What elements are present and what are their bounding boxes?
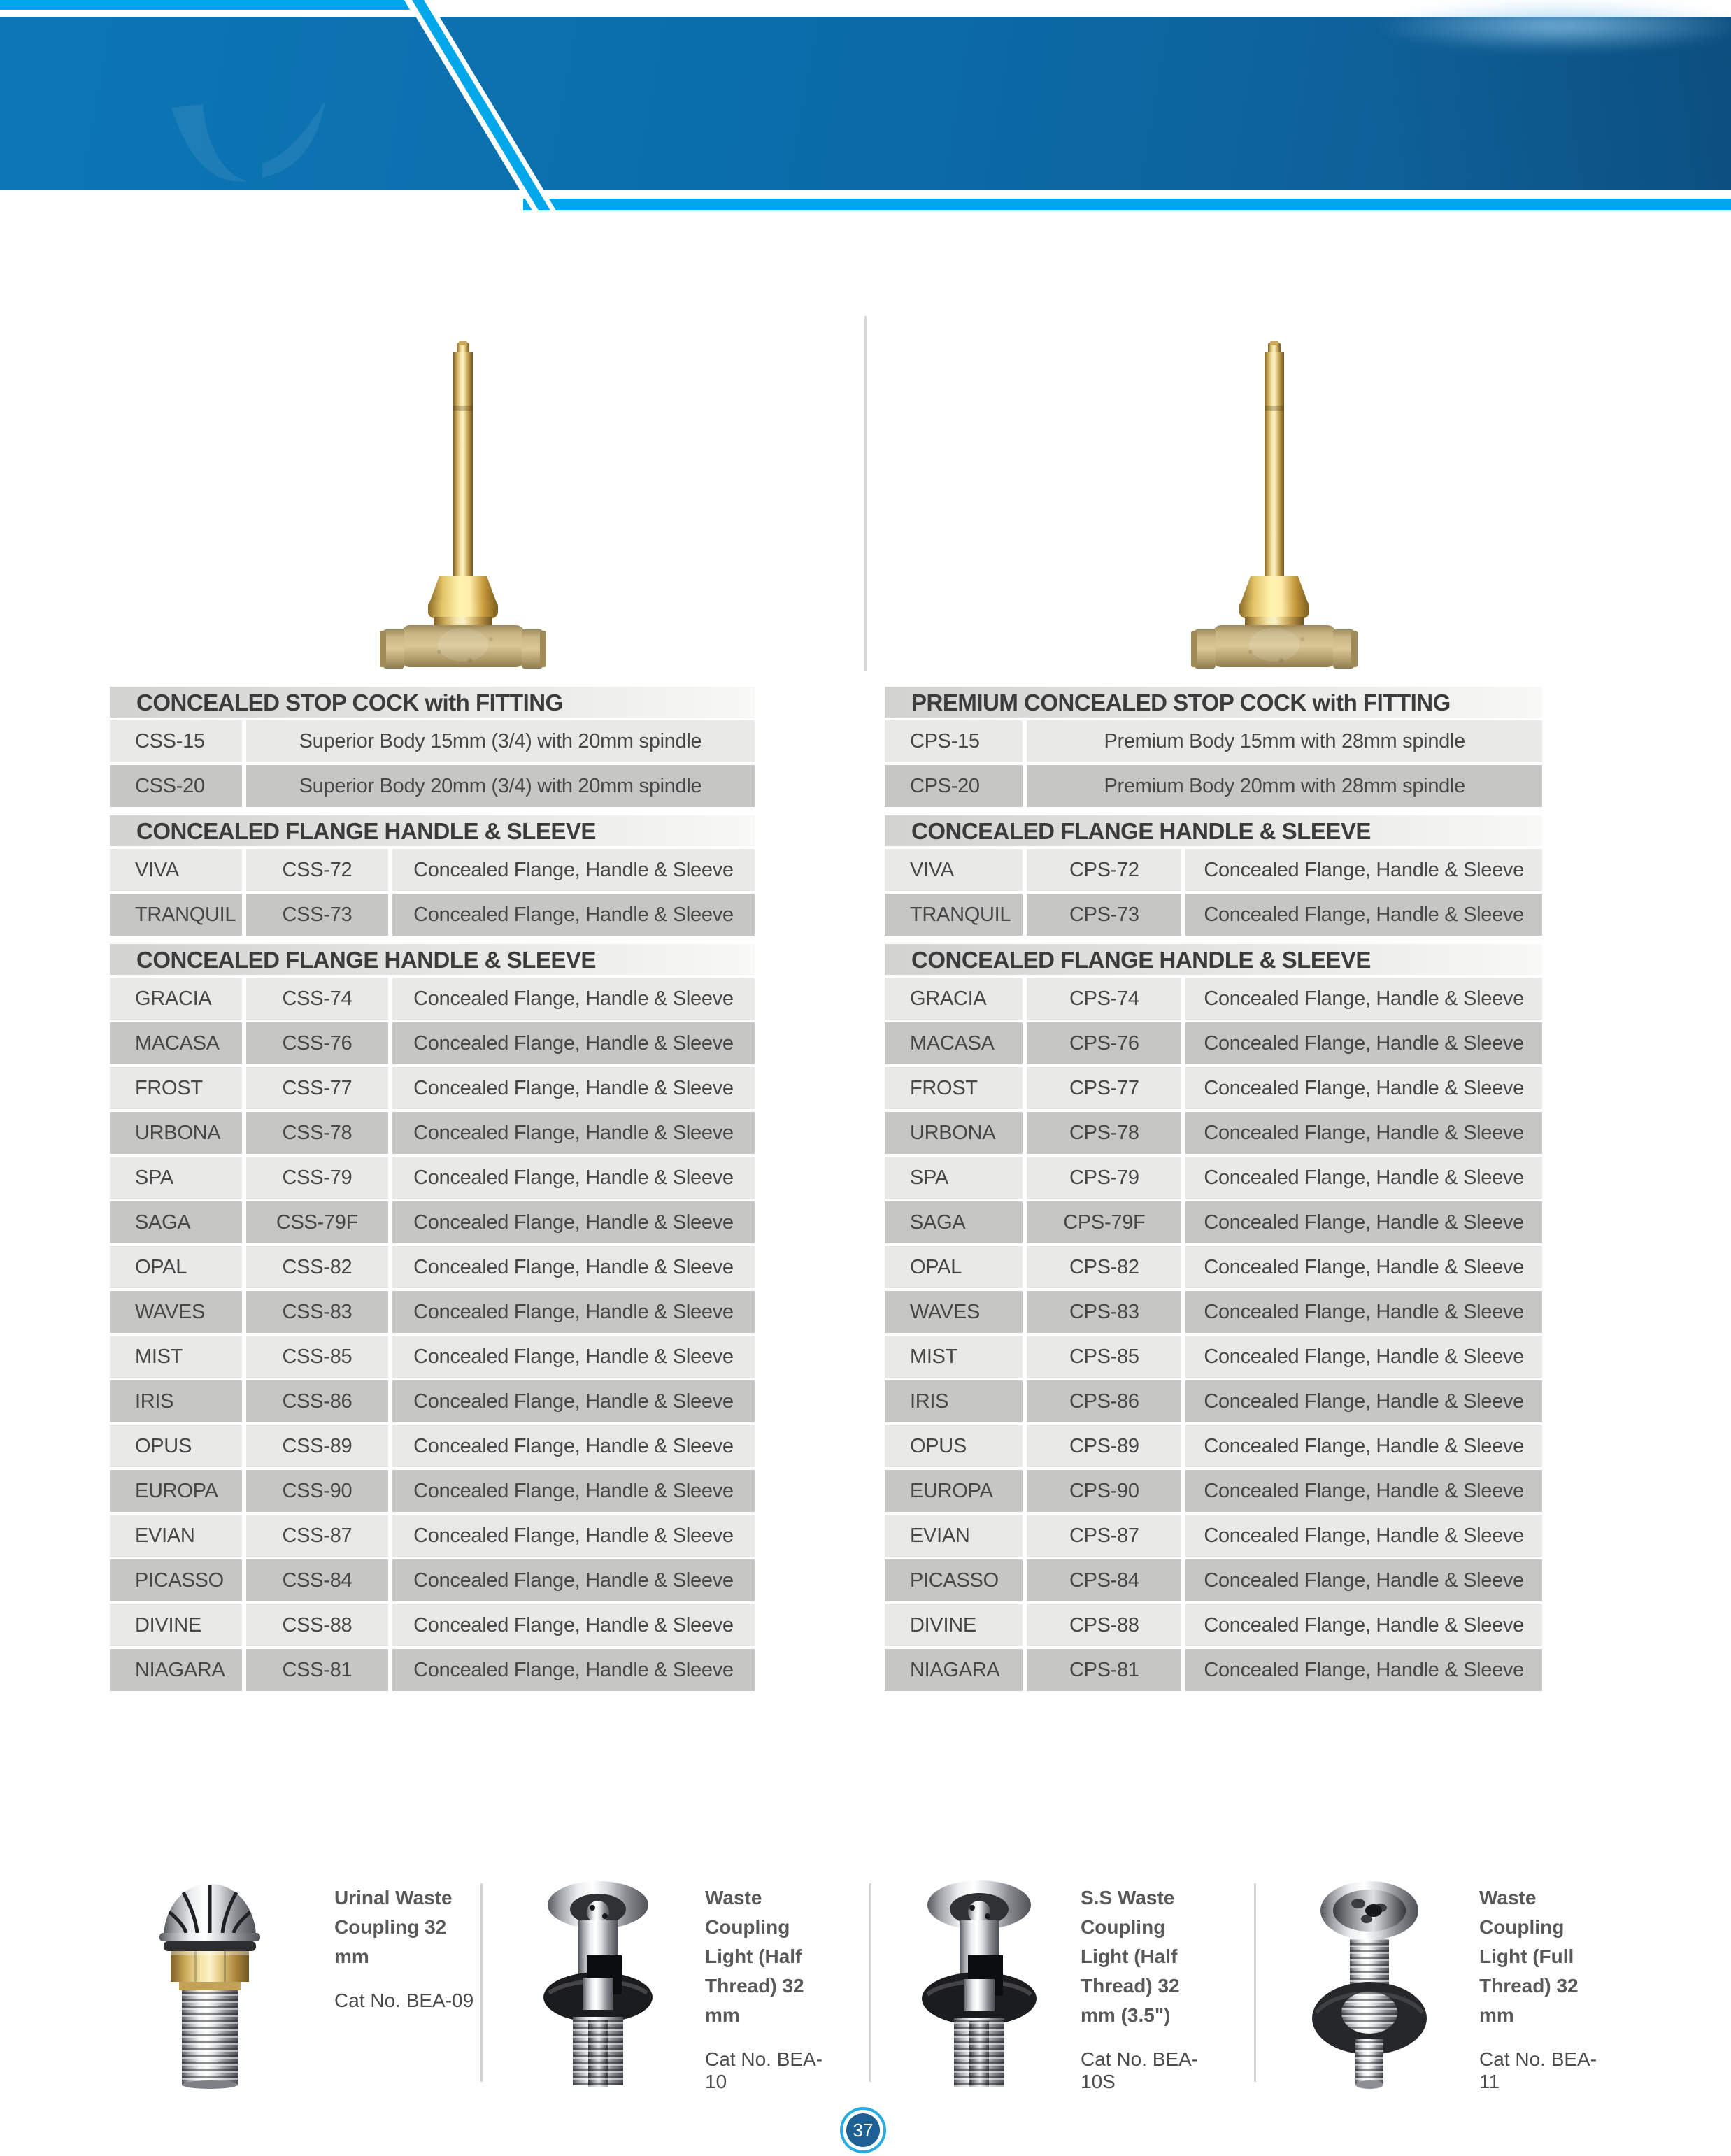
table-section-header: CONCEALED FLANGE HANDLE & SLEEVE [110,944,755,975]
catalog-number-cell: CSS-83 [246,1291,388,1333]
catalog-number-cell: CPS-77 [1027,1067,1181,1109]
description-cell: Concealed Flange, Handle & Sleeve [1185,1515,1542,1557]
description-cell: Concealed Flange, Handle & Sleeve [1185,1157,1542,1199]
page-number-badge: 37 [846,2113,880,2147]
product-code-cell: WAVES [885,1291,1023,1333]
product-name: Waste Coupling Light (Full Thread) 32 mm [1479,1887,1579,2026]
product-code-cell: IRIS [110,1380,242,1422]
table-section-header: CONCEALED FLANGE HANDLE & SLEEVE [885,944,1542,975]
product-code-cell: EUROPA [110,1470,242,1512]
description-cell: Concealed Flange, Handle & Sleeve [392,1559,755,1601]
product-code-cell: MIST [110,1336,242,1378]
product-photo-bea-10s [909,1880,1049,2093]
table-row [110,1604,755,1646]
table-row [885,1470,1542,1512]
catalog-number-cell: CPS-76 [1027,1022,1181,1064]
product-code-cell: OPUS [110,1425,242,1467]
product-code-cell: PICASSO [885,1559,1023,1601]
product-code-cell: VIVA [885,849,1023,891]
description-cell: Concealed Flange, Handle & Sleeve [1185,1022,1542,1064]
product-name: S.S Waste Coupling Light (Half Thread) 32 mm (3.5") [1081,1887,1180,2026]
description-cell: Superior Body 20mm (3/4) with 20mm spindle [246,765,755,807]
description-cell: Concealed Flange, Handle & Sleeve [1185,1604,1542,1646]
description-cell: Concealed Flange, Handle & Sleeve [392,1515,755,1557]
description-cell: Concealed Flange, Handle & Sleeve [392,1336,755,1378]
product-code-cell: URBONA [885,1112,1023,1154]
catalog-number-cell: CPS-74 [1027,978,1181,1020]
product-code-cell: VIVA [110,849,242,891]
table-row [110,1425,755,1467]
table-row [885,1515,1542,1557]
description-cell: Concealed Flange, Handle & Sleeve [392,849,755,891]
table-row [110,978,755,1020]
description-cell: Concealed Flange, Handle & Sleeve [1185,1112,1542,1154]
table-row [885,894,1542,936]
table-row [110,1022,755,1064]
table-row [885,1157,1542,1199]
description-cell: Concealed Flange, Handle & Sleeve [392,1649,755,1691]
description-cell: Superior Body 15mm (3/4) with 20mm spindle [246,720,755,762]
table-row [885,765,1542,807]
catalog-number-cell: CSS-90 [246,1470,388,1512]
product-info-bea-10s [1081,1883,1217,2093]
catalog-number-cell: CPS-73 [1027,894,1181,936]
catalog-number-cell: CPS-81 [1027,1649,1181,1691]
description-cell: Concealed Flange, Handle & Sleeve [1185,894,1542,936]
description-cell: Concealed Flange, Handle & Sleeve [1185,1559,1542,1601]
product-code-cell: TRANQUIL [110,894,242,936]
catalog-number-cell: CPS-84 [1027,1559,1181,1601]
product-code-cell: WAVES [110,1291,242,1333]
description-cell: Concealed Flange, Handle & Sleeve [1185,1067,1542,1109]
table-row [885,1022,1542,1064]
table-row [110,1559,755,1601]
description-cell: Concealed Flange, Handle & Sleeve [1185,1380,1542,1422]
description-cell: Concealed Flange, Handle & Sleeve [392,894,755,936]
product-code-cell: CSS-15 [110,720,242,762]
description-cell: Concealed Flange, Handle & Sleeve [392,1067,755,1109]
product-code-cell: GRACIA [885,978,1023,1020]
strip-divider [869,1883,871,2082]
table-section-header: CONCEALED FLANGE HANDLE & SLEEVE [110,815,755,846]
product-photo-bea-09 [140,1880,280,2093]
catalog-number-cell: CSS-77 [246,1067,388,1109]
product-code-cell: NIAGARA [885,1649,1023,1691]
catalog-number-cell: CPS-88 [1027,1604,1181,1646]
product-code-cell: CSS-20 [110,765,242,807]
catalog-number-cell: CPS-79 [1027,1157,1181,1199]
table-row [885,1336,1542,1378]
catalog-number-cell: CPS-82 [1027,1246,1181,1288]
table-row [110,765,755,807]
table-row [885,1559,1542,1601]
catalog-number-cell: CSS-87 [246,1515,388,1557]
waste-coupling-strip [0,1878,1731,2115]
product-cat-no: Cat No. BEA-11 [1479,2048,1597,2092]
catalog-number-cell: CSS-78 [246,1112,388,1154]
catalog-number-cell: CSS-79F [246,1201,388,1243]
table-row [110,849,755,891]
catalog-number-cell: CPS-78 [1027,1112,1181,1154]
table-row [110,1157,755,1199]
table-row [110,894,755,936]
description-cell: Premium Body 20mm with 28mm spindle [1027,765,1542,807]
table-row [885,1380,1542,1422]
table-row [885,1649,1542,1691]
catalog-number-cell: CPS-79F [1027,1201,1181,1243]
table-row [110,1336,755,1378]
catalog-number-cell: CPS-85 [1027,1336,1181,1378]
table-row [885,849,1542,891]
product-code-cell: OPUS [885,1425,1023,1467]
catalog-number-cell: CPS-89 [1027,1425,1181,1467]
product-code-cell: SAGA [110,1201,242,1243]
product-cat-no: Cat No. BEA-10 [705,2048,823,2092]
description-cell: Concealed Flange, Handle & Sleeve [1185,1425,1542,1467]
catalog-number-cell: CSS-89 [246,1425,388,1467]
product-code-cell: OPAL [110,1246,242,1288]
table-row [110,1291,755,1333]
description-cell: Concealed Flange, Handle & Sleeve [1185,849,1542,891]
catalog-number-cell: CSS-76 [246,1022,388,1064]
table-row [885,1067,1542,1109]
product-name: Urinal Waste Coupling 32 mm [334,1887,453,1967]
product-code-cell: EVIAN [885,1515,1023,1557]
catalog-number-cell: CSS-72 [246,849,388,891]
description-cell: Concealed Flange, Handle & Sleeve [392,978,755,1020]
description-cell: Concealed Flange, Handle & Sleeve [1185,978,1542,1020]
product-code-cell: TRANQUIL [885,894,1023,936]
table-row [885,1112,1542,1154]
catalog-number-cell: CSS-79 [246,1157,388,1199]
catalog-number-cell: CPS-87 [1027,1515,1181,1557]
product-info-bea-11 [1479,1883,1609,2093]
banner-cyan-bottom-stripe [523,199,1731,210]
catalog-number-cell: CPS-72 [1027,849,1181,891]
catalog-number-cell: CSS-88 [246,1604,388,1646]
description-cell: Concealed Flange, Handle & Sleeve [392,1201,755,1243]
product-cat-no: Cat No. BEA-09 [334,1990,474,2011]
product-code-cell: FROST [110,1067,242,1109]
table-row [110,1470,755,1512]
product-code-cell: PICASSO [110,1559,242,1601]
catalog-number-cell: CSS-74 [246,978,388,1020]
table-section-header: CONCEALED FLANGE HANDLE & SLEEVE [885,815,1542,846]
description-cell: Concealed Flange, Handle & Sleeve [1185,1201,1542,1243]
table-row [885,1246,1542,1288]
product-code-cell: CPS-20 [885,765,1023,807]
catalog-number-cell: CSS-73 [246,894,388,936]
table-row [885,720,1542,762]
table-row [110,720,755,762]
description-cell: Concealed Flange, Handle & Sleeve [392,1246,755,1288]
banner-cloud-highlight [1371,0,1731,52]
product-code-cell: DIVINE [110,1604,242,1646]
catalog-number-cell: CSS-86 [246,1380,388,1422]
table-row [110,1380,755,1422]
table-row [885,978,1542,1020]
product-code-cell: SPA [885,1157,1023,1199]
description-cell: Concealed Flange, Handle & Sleeve [1185,1470,1542,1512]
catalog-number-cell: CPS-90 [1027,1470,1181,1512]
product-photo-bea-11 [1299,1880,1439,2093]
table-row [885,1425,1542,1467]
product-photo-bea-10 [528,1880,668,2093]
product-code-cell: NIAGARA [110,1649,242,1691]
product-cat-no: Cat No. BEA-10S [1081,2048,1199,2092]
description-cell: Concealed Flange, Handle & Sleeve [1185,1291,1542,1333]
table-section-header: CONCEALED STOP COCK with FITTING [110,687,755,718]
product-code-cell: EUROPA [885,1470,1023,1512]
table-row [110,1067,755,1109]
description-cell: Concealed Flange, Handle & Sleeve [392,1380,755,1422]
description-cell: Concealed Flange, Handle & Sleeve [392,1470,755,1512]
description-cell: Concealed Flange, Handle & Sleeve [1185,1246,1542,1288]
product-code-cell: MIST [885,1336,1023,1378]
product-code-cell: SAGA [885,1201,1023,1243]
description-cell: Concealed Flange, Handle & Sleeve [392,1157,755,1199]
table-row [110,1649,755,1691]
catalog-number-cell: CSS-82 [246,1246,388,1288]
banner-watermark-swoosh [164,94,346,199]
catalog-number-cell: CPS-86 [1027,1380,1181,1422]
description-cell: Premium Body 15mm with 28mm spindle [1027,720,1542,762]
product-code-cell: URBONA [110,1112,242,1154]
description-cell: Concealed Flange, Handle & Sleeve [392,1604,755,1646]
product-info-bea-09 [334,1883,478,2012]
stop-cock-table-right [885,687,1542,1694]
description-cell: Concealed Flange, Handle & Sleeve [1185,1336,1542,1378]
product-code-cell: DIVINE [885,1604,1023,1646]
product-code-cell: FROST [885,1067,1023,1109]
table-row [110,1515,755,1557]
product-code-cell: IRIS [885,1380,1023,1422]
description-cell: Concealed Flange, Handle & Sleeve [392,1291,755,1333]
table-row [885,1201,1542,1243]
product-name: Waste Coupling Light (Half Thread) 32 mm [705,1887,804,2026]
product-code-cell: SPA [110,1157,242,1199]
product-code-cell: CPS-15 [885,720,1023,762]
table-row [885,1604,1542,1646]
catalog-number-cell: CSS-85 [246,1336,388,1378]
description-cell: Concealed Flange, Handle & Sleeve [392,1022,755,1064]
table-row [110,1201,755,1243]
product-code-cell: GRACIA [110,978,242,1020]
product-code-cell: MACASA [110,1022,242,1064]
table-row [110,1246,755,1288]
strip-divider [1254,1883,1256,2082]
product-code-cell: MACASA [885,1022,1023,1064]
table-row [110,1112,755,1154]
product-info-bea-10 [705,1883,834,2093]
catalog-number-cell: CSS-81 [246,1649,388,1691]
stop-cock-photo-left [372,341,554,670]
description-cell: Concealed Flange, Handle & Sleeve [1185,1649,1542,1691]
product-code-cell: OPAL [885,1246,1023,1288]
catalog-number-cell: CSS-84 [246,1559,388,1601]
table-section-header: PREMIUM CONCEALED STOP COCK with FITTING [885,687,1542,718]
product-code-cell: EVIAN [110,1515,242,1557]
stop-cock-photo-right [1183,341,1365,670]
center-column-divider [864,316,867,671]
description-cell: Concealed Flange, Handle & Sleeve [392,1425,755,1467]
catalog-number-cell: CPS-83 [1027,1291,1181,1333]
strip-divider [480,1883,483,2082]
table-row [885,1291,1542,1333]
stop-cock-table-left [110,687,755,1694]
description-cell: Concealed Flange, Handle & Sleeve [392,1112,755,1154]
